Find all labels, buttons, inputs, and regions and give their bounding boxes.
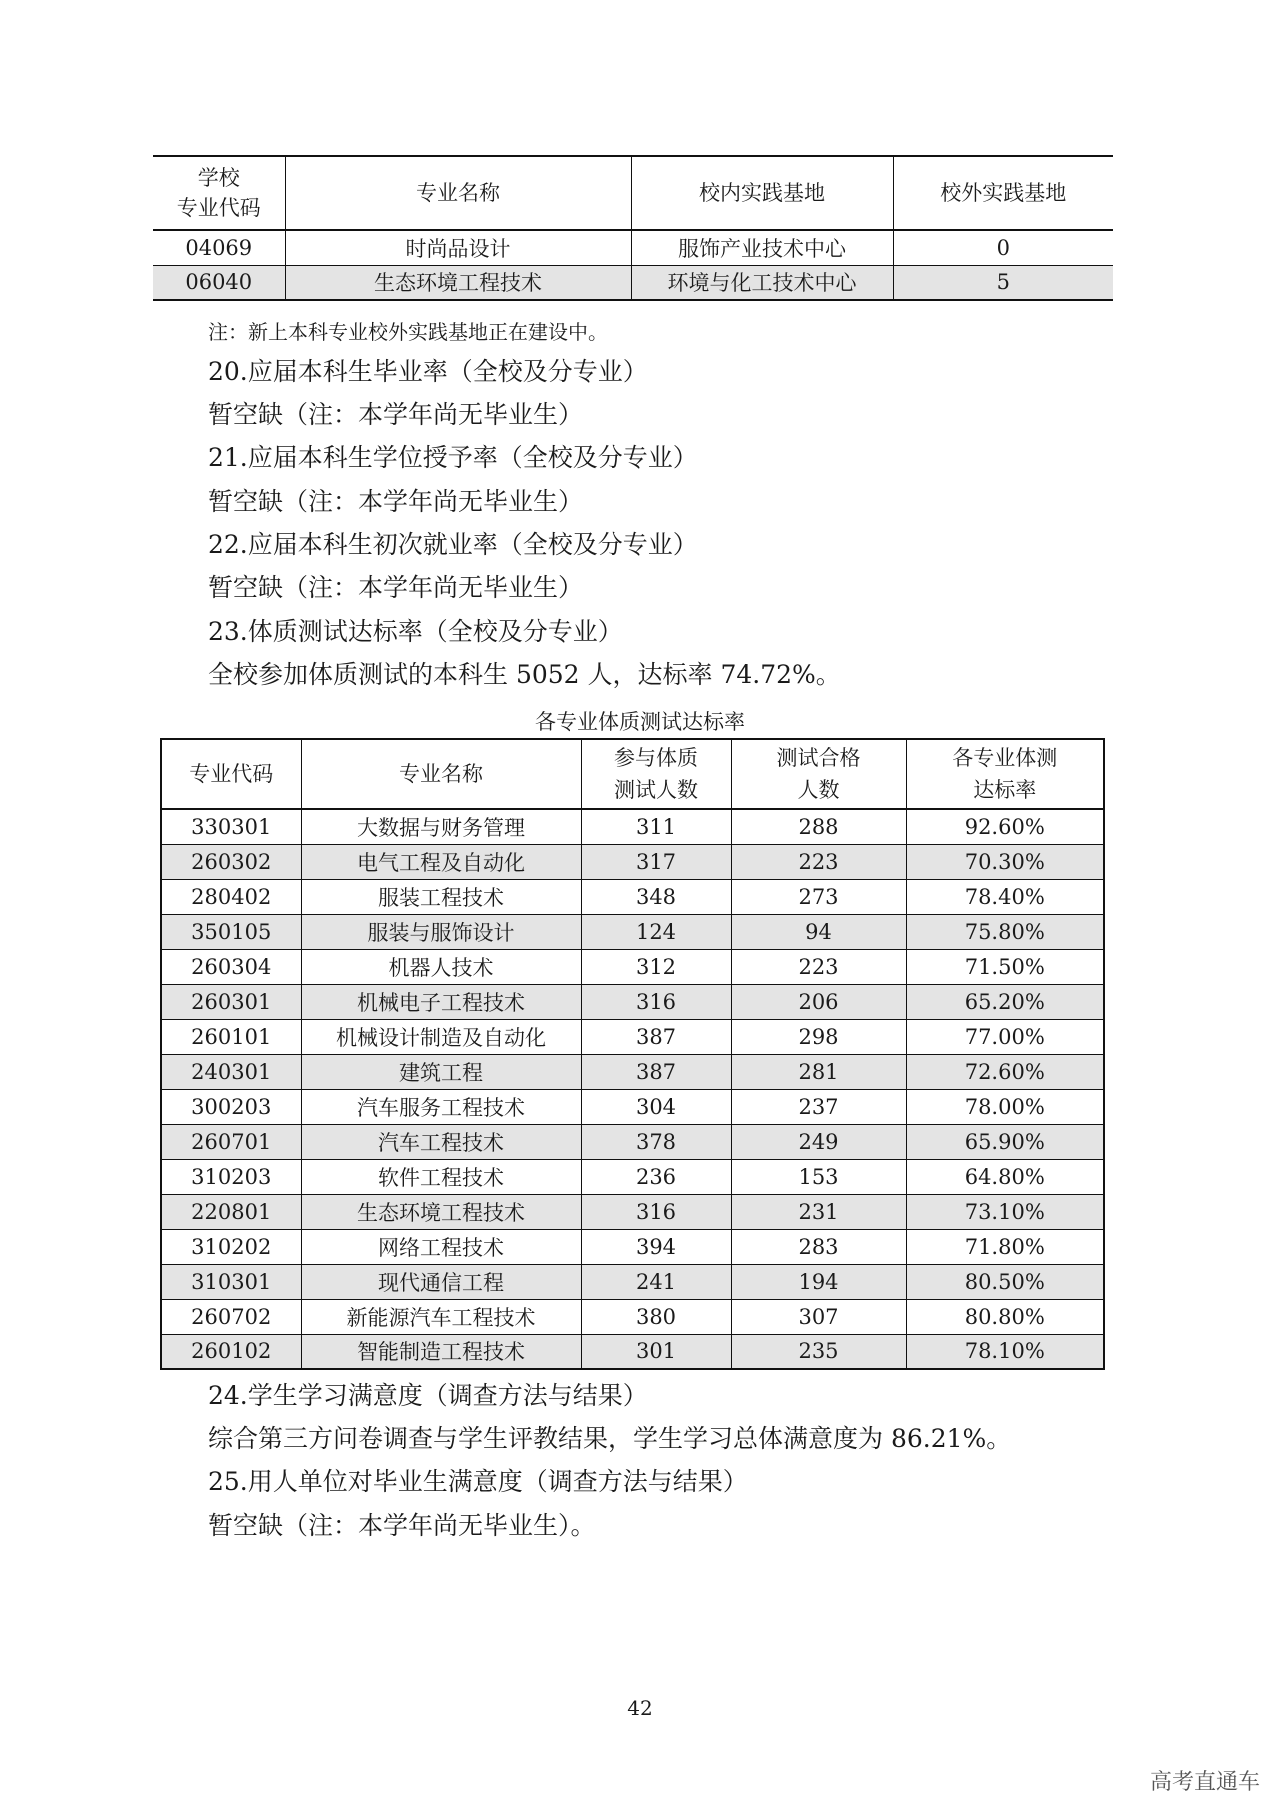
table-cell: 70.30%: [906, 844, 1104, 879]
watermark: 高考直通车: [1149, 1770, 1260, 1795]
table-cell: 260701: [161, 1124, 301, 1159]
table-cell: 394: [581, 1229, 731, 1264]
table-cell: 生态环境工程技术: [301, 1194, 581, 1229]
table-cell: 387: [581, 1054, 731, 1089]
table-cell: 223: [731, 844, 906, 879]
table-cell: 77.00%: [906, 1019, 1104, 1054]
table-cell: 94: [731, 914, 906, 949]
table-row: [161, 1054, 1104, 1089]
table-row: [161, 1299, 1104, 1334]
table-cell: 304: [581, 1089, 731, 1124]
table-cell: 机械电子工程技术: [301, 984, 581, 1019]
table-cell: 280402: [161, 879, 301, 914]
table-cell: 153: [731, 1159, 906, 1194]
table-cell: 241: [581, 1264, 731, 1299]
table-cell: 机器人技术: [301, 949, 581, 984]
table-row: [161, 949, 1104, 984]
table-cell: 电气工程及自动化: [301, 844, 581, 879]
table-cell: 387: [581, 1019, 731, 1054]
section-21-heading: 21.应届本科生学位授予率（全校及分专业）: [208, 443, 698, 472]
table-cell: 206: [731, 984, 906, 1019]
column-header: 学校 专业代码: [153, 156, 285, 230]
table-row: [161, 1124, 1104, 1159]
table-cell: 298: [731, 1019, 906, 1054]
table-caption: 各专业体质测试达标率: [535, 710, 745, 734]
table-cell: 92.60%: [906, 809, 1104, 844]
section-22-body: 暂空缺（注：本学年尚无毕业生）: [208, 573, 584, 602]
table-cell: 348: [581, 879, 731, 914]
table-cell: 273: [731, 879, 906, 914]
table-row: [161, 1019, 1104, 1054]
table-row: [153, 230, 1113, 265]
table-cell: 307: [731, 1299, 906, 1334]
table-cell: 78.10%: [906, 1334, 1104, 1369]
table-cell: 260702: [161, 1299, 301, 1334]
table-cell: 301: [581, 1334, 731, 1369]
table-cell: 312: [581, 949, 731, 984]
table-cell: 231: [731, 1194, 906, 1229]
table-cell: 环境与化工技术中心: [631, 265, 893, 300]
table-cell: 124: [581, 914, 731, 949]
table-cell: 223: [731, 949, 906, 984]
table-cell: 78.40%: [906, 879, 1104, 914]
table-row: [161, 1089, 1104, 1124]
table-cell: 65.90%: [906, 1124, 1104, 1159]
table-cell: 汽车服务工程技术: [301, 1089, 581, 1124]
table-cell: 310301: [161, 1264, 301, 1299]
table-cell: 06040: [153, 265, 285, 300]
section-20-body: 暂空缺（注：本学年尚无毕业生）: [208, 400, 584, 429]
table-cell: 281: [731, 1054, 906, 1089]
section-23-body: 全校参加体质测试的本科生 5052 人，达标率 74.72%。: [208, 660, 841, 689]
table-header-row: [153, 156, 1113, 230]
table-row: [161, 844, 1104, 879]
table-cell: 300203: [161, 1089, 301, 1124]
column-header: 专业名称: [301, 739, 581, 809]
table-header-row: [161, 739, 1104, 809]
table-cell: 260101: [161, 1019, 301, 1054]
table-cell: 330301: [161, 809, 301, 844]
table-cell: 78.00%: [906, 1089, 1104, 1124]
section-25-heading: 25.用人单位对毕业生满意度（调查方法与结果）: [208, 1467, 748, 1496]
table-row: [161, 1334, 1104, 1369]
table-row: [153, 265, 1113, 300]
table-cell: 71.80%: [906, 1229, 1104, 1264]
table-row: [161, 1264, 1104, 1299]
section-25-body: 暂空缺（注：本学年尚无毕业生）。: [208, 1511, 596, 1540]
table-cell: 235: [731, 1334, 906, 1369]
table-cell: 智能制造工程技术: [301, 1334, 581, 1369]
table-row: [161, 1159, 1104, 1194]
page-number: 42: [627, 1696, 653, 1720]
column-header: 校外实践基地: [893, 156, 1113, 230]
table-note: 注：新上本科专业校外实践基地正在建设中。: [208, 320, 608, 344]
section-23-heading: 23.体质测试达标率（全校及分专业）: [208, 617, 623, 646]
table-cell: 生态环境工程技术: [285, 265, 631, 300]
table-row: [161, 1194, 1104, 1229]
table-cell: 网络工程技术: [301, 1229, 581, 1264]
table-cell: 316: [581, 1194, 731, 1229]
practice-base-table: [153, 155, 1113, 301]
table-cell: 260304: [161, 949, 301, 984]
table-cell: 236: [581, 1159, 731, 1194]
table-cell: 249: [731, 1124, 906, 1159]
table-cell: 机械设计制造及自动化: [301, 1019, 581, 1054]
table-cell: 软件工程技术: [301, 1159, 581, 1194]
table-row: [161, 809, 1104, 844]
table-cell: 71.50%: [906, 949, 1104, 984]
column-header: 测试合格 人数: [731, 739, 906, 809]
section-21-body: 暂空缺（注：本学年尚无毕业生）: [208, 487, 584, 516]
column-header: 校内实践基地: [631, 156, 893, 230]
table-cell: 汽车工程技术: [301, 1124, 581, 1159]
fitness-test-table: [160, 738, 1105, 1370]
table-cell: 288: [731, 809, 906, 844]
table-cell: 73.10%: [906, 1194, 1104, 1229]
section-24-body: 综合第三方问卷调查与学生评教结果，学生学习总体满意度为 86.21%。: [208, 1424, 1012, 1453]
section-20-heading: 20.应届本科生毕业率（全校及分专业）: [208, 357, 648, 386]
table-cell: 64.80%: [906, 1159, 1104, 1194]
table-cell: 260301: [161, 984, 301, 1019]
table-cell: 283: [731, 1229, 906, 1264]
table-row: [161, 984, 1104, 1019]
table-cell: 311: [581, 809, 731, 844]
table-cell: 服饰产业技术中心: [631, 230, 893, 265]
table-cell: 5: [893, 265, 1113, 300]
table-row: [161, 879, 1104, 914]
table-cell: 80.50%: [906, 1264, 1104, 1299]
table-cell: 04069: [153, 230, 285, 265]
table-cell: 大数据与财务管理: [301, 809, 581, 844]
table-cell: 194: [731, 1264, 906, 1299]
table-cell: 260102: [161, 1334, 301, 1369]
table-cell: 0: [893, 230, 1113, 265]
column-header: 专业代码: [161, 739, 301, 809]
table-cell: 72.60%: [906, 1054, 1104, 1089]
table-cell: 380: [581, 1299, 731, 1334]
table-cell: 237: [731, 1089, 906, 1124]
column-header: 各专业体测 达标率: [906, 739, 1104, 809]
table-cell: 建筑工程: [301, 1054, 581, 1089]
table-cell: 75.80%: [906, 914, 1104, 949]
section-24-heading: 24.学生学习满意度（调查方法与结果）: [208, 1381, 648, 1410]
table-cell: 服装工程技术: [301, 879, 581, 914]
table-cell: 260302: [161, 844, 301, 879]
table-cell: 时尚品设计: [285, 230, 631, 265]
table-cell: 220801: [161, 1194, 301, 1229]
table-cell: 现代通信工程: [301, 1264, 581, 1299]
column-header: 专业名称: [285, 156, 631, 230]
table-cell: 317: [581, 844, 731, 879]
table-cell: 350105: [161, 914, 301, 949]
table-cell: 80.80%: [906, 1299, 1104, 1334]
table-cell: 240301: [161, 1054, 301, 1089]
table-cell: 378: [581, 1124, 731, 1159]
table-row: [161, 1229, 1104, 1264]
table-cell: 服装与服饰设计: [301, 914, 581, 949]
section-22-heading: 22.应届本科生初次就业率（全校及分专业）: [208, 530, 698, 559]
table-cell: 65.20%: [906, 984, 1104, 1019]
table-cell: 310203: [161, 1159, 301, 1194]
table-cell: 316: [581, 984, 731, 1019]
table-cell: 新能源汽车工程技术: [301, 1299, 581, 1334]
column-header: 参与体质 测试人数: [581, 739, 731, 809]
table-cell: 310202: [161, 1229, 301, 1264]
table-row: [161, 914, 1104, 949]
